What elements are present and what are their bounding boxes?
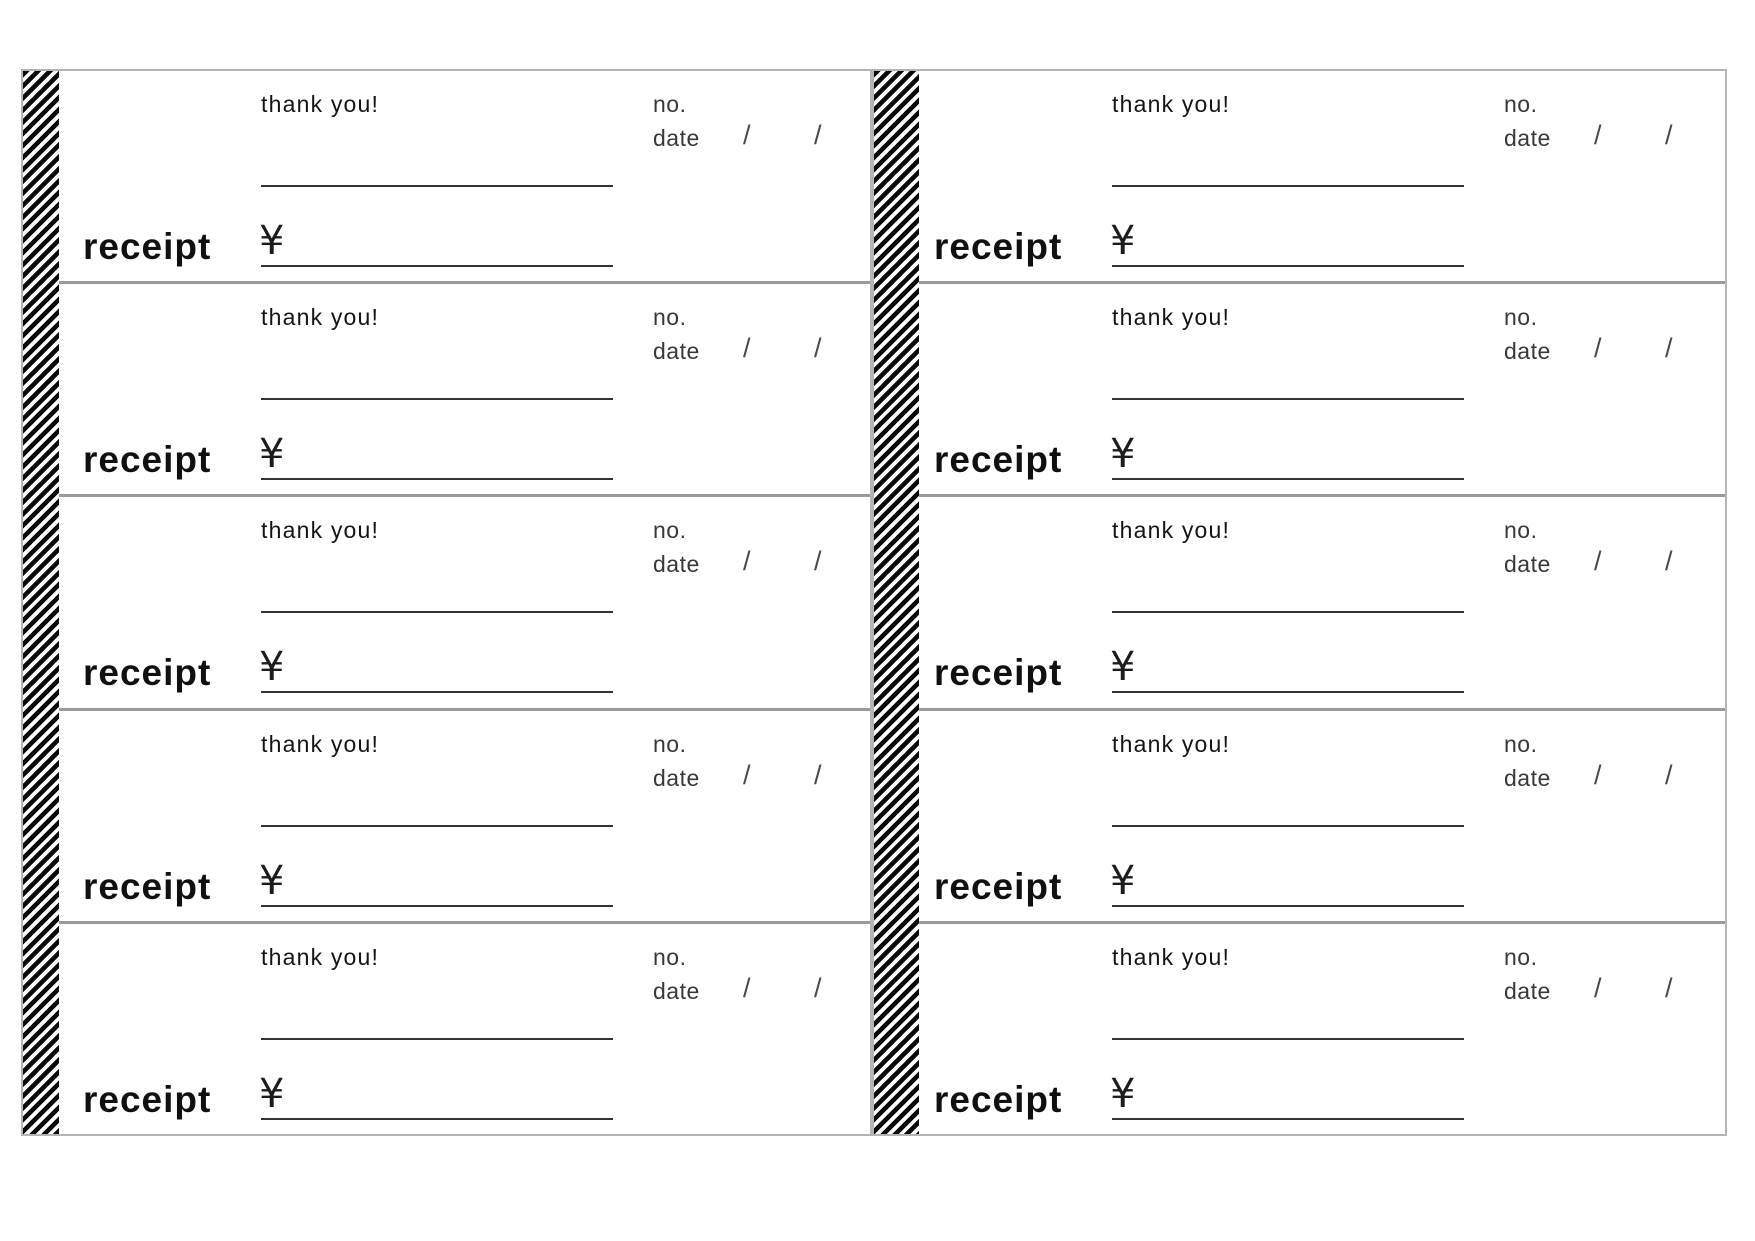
amount-write-line[interactable] [1112,691,1464,693]
date-separator-slash: / [1594,759,1602,790]
date-label: date [653,977,700,1004]
name-write-line[interactable] [1112,185,1464,187]
name-write-line[interactable] [261,1038,613,1040]
date-separator-slash: / [1665,120,1673,150]
receipt-title: receipt [83,439,212,481]
date-label: date [653,338,700,365]
receipt-title: receipt [934,652,1063,694]
date-label: date [1504,338,1551,365]
amount-write-line[interactable] [261,905,613,907]
date-separator-slash: / [743,333,751,364]
receipt-number-label: no. [653,304,687,331]
name-write-line[interactable] [261,185,613,187]
amount-write-line[interactable] [261,1118,613,1120]
thank-you-text: thank you! [1112,730,1231,757]
binding-stripe-band [23,71,59,1134]
date-separator-slash: / [743,759,751,790]
name-write-line[interactable] [1112,611,1464,613]
receipt-cell [23,494,870,707]
yen-currency-symbol: ¥ [259,857,285,904]
thank-you-text: thank you! [1112,517,1231,544]
yen-currency-symbol: ¥ [1110,857,1136,904]
name-write-line[interactable] [261,398,613,400]
amount-write-line[interactable] [1112,1118,1464,1120]
name-write-line[interactable] [261,825,613,827]
yen-currency-symbol: ¥ [1110,431,1136,478]
yen-currency-symbol: ¥ [259,1070,285,1117]
yen-currency-symbol: ¥ [259,644,285,691]
receipt-cell [874,708,1725,921]
date-separator-slash: / [1594,120,1602,150]
name-write-line[interactable] [261,611,613,613]
yen-currency-symbol: ¥ [259,218,285,264]
receipt-cell [874,281,1725,494]
receipt-number-label: no. [1504,91,1538,117]
receipt-rows-left [23,71,870,1134]
name-write-line[interactable] [1112,398,1464,400]
receipt-title: receipt [83,226,212,267]
receipt-number-label: no. [653,730,687,757]
amount-write-line[interactable] [1112,265,1464,267]
date-separator-slash: / [814,120,822,150]
amount-write-line[interactable] [261,691,613,693]
date-label: date [1504,977,1551,1004]
receipt-cell [874,921,1725,1134]
receipt-number-label: no. [1504,943,1538,970]
receipt-number-label: no. [653,517,687,544]
date-separator-slash: / [1665,759,1673,790]
date-separator-slash: / [1594,333,1602,364]
date-separator-slash: / [814,546,822,577]
receipt-title: receipt [934,226,1063,267]
date-label: date [1504,764,1551,791]
thank-you-text: thank you! [261,943,380,970]
thank-you-text: thank you! [1112,91,1231,117]
receipt-title: receipt [934,865,1063,907]
receipt-column-left [21,69,872,1136]
date-separator-slash: / [1665,972,1673,1003]
receipt-cell [874,71,1725,281]
date-separator-slash: / [743,972,751,1003]
date-separator-slash: / [743,546,751,577]
date-label: date [1504,125,1551,151]
receipt-cell [23,281,870,494]
date-label: date [653,764,700,791]
thank-you-text: thank you! [261,730,380,757]
receipt-column-right [872,69,1727,1136]
receipt-cell [23,921,870,1134]
receipt-cell [23,708,870,921]
receipt-cell [874,494,1725,707]
date-separator-slash: / [814,759,822,790]
receipt-title: receipt [83,1078,212,1120]
receipt-cell [23,71,870,281]
binding-stripe-band [874,71,919,1134]
amount-write-line[interactable] [1112,905,1464,907]
yen-currency-symbol: ¥ [1110,1070,1136,1117]
amount-write-line[interactable] [261,265,613,267]
yen-currency-symbol: ¥ [259,431,285,478]
date-separator-slash: / [1665,333,1673,364]
receipt-title: receipt [934,439,1063,481]
date-label: date [1504,551,1551,578]
thank-you-text: thank you! [1112,943,1231,970]
date-separator-slash: / [1665,546,1673,577]
date-label: date [653,551,700,578]
thank-you-text: thank you! [261,304,380,331]
amount-write-line[interactable] [1112,478,1464,480]
receipt-number-label: no. [1504,730,1538,757]
receipt-title: receipt [934,1078,1063,1120]
receipt-number-label: no. [1504,517,1538,544]
date-separator-slash: / [1594,972,1602,1003]
receipt-number-label: no. [653,91,687,117]
date-separator-slash: / [814,333,822,364]
receipt-rows-right [874,71,1725,1134]
date-separator-slash: / [814,972,822,1003]
date-separator-slash: / [1594,546,1602,577]
receipt-title: receipt [83,865,212,907]
date-separator-slash: / [743,120,751,150]
amount-write-line[interactable] [261,478,613,480]
thank-you-text: thank you! [1112,304,1231,331]
name-write-line[interactable] [1112,825,1464,827]
receipt-title: receipt [83,652,212,694]
receipt-number-label: no. [1504,304,1538,331]
date-label: date [653,125,700,151]
yen-currency-symbol: ¥ [1110,644,1136,691]
thank-you-text: thank you! [261,91,380,117]
receipt-number-label: no. [653,943,687,970]
name-write-line[interactable] [1112,1038,1464,1040]
yen-currency-symbol: ¥ [1110,218,1136,264]
thank-you-text: thank you! [261,517,380,544]
